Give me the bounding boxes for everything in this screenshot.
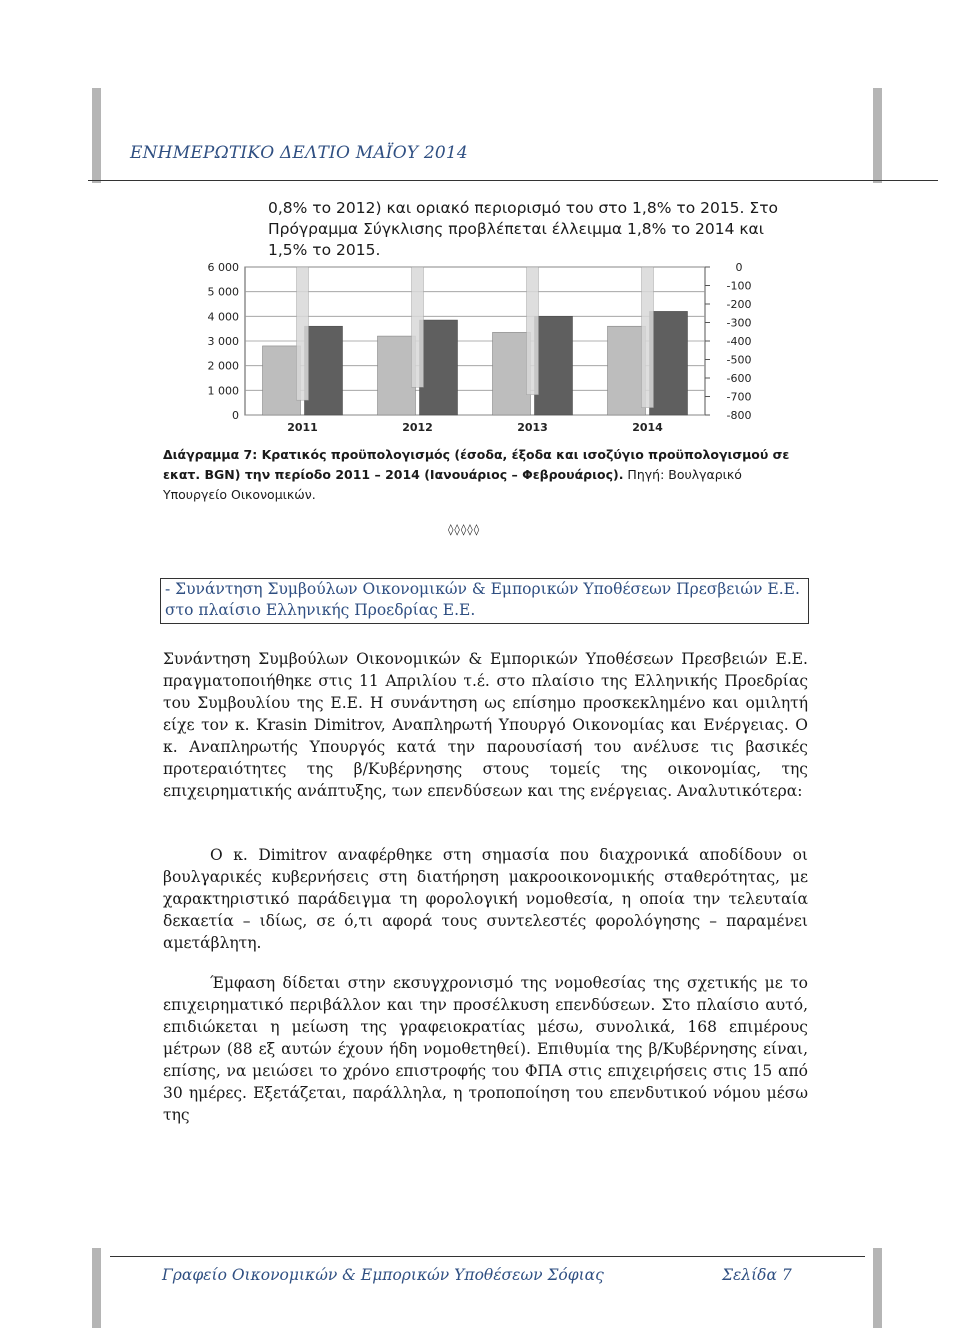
bar-expenditure (650, 311, 688, 415)
chart-caption (163, 445, 803, 505)
intro-paragraph: 0,8% το 2012) και οριακό περιορισμό του στο 1,8% το 2015. Στο Πρόγραμμα Σύγκλισης προβλέπεται έλλειμμα 1,8% το 2014 και 1,5% το 2015. (268, 199, 779, 259)
y-right-tick-label: -700 (726, 390, 752, 404)
bar-balance (297, 267, 309, 400)
y-left-tick-label: 4 000 (207, 310, 239, 324)
bar-expenditure (420, 320, 458, 415)
y-right-tick-label: 0 (735, 261, 743, 274)
scan-bar-left-top (92, 88, 101, 183)
y-right-tick-label: -500 (726, 353, 752, 367)
x-tick-label: 2011 (287, 421, 318, 434)
x-tick-label: 2014 (632, 421, 663, 434)
bar-expenditure (535, 316, 573, 415)
y-left-tick-label: 5 000 (207, 285, 239, 299)
bar-revenue (263, 346, 301, 415)
paragraph-text: Συνάντηση Συμβούλων Οικονομικών & Εμπορικών Υποθέσεων Πρεσβειών Ε.Ε. πραγματοποιήθηκε στις 11 Απριλίου τ.έ. στο πλαίσιο της Ελληνικής Προεδρίας του Συμβουλίου της Ε.Ε. Η συνάντηση ως επίσημο προσκεκλημένο και ομιλητή είχε τον κ. Krasin Dimitrov, Αναπληρωτή Υπουργό Οικονομίας και Ενέργειας. Ο κ. Αναπληρωτής Υπουργός κατά την παρουσίασή του ανέλυσε τις βασικές προτεραιότητες της β/Κυβέρνησης στους τομείς της οικονομίας, της επιχειρηματικής ανάπτυξης, των επενδύσεων και της ενέργειας. Αναλυτικότερα: (163, 650, 808, 800)
footer-divider (110, 1256, 865, 1257)
bar-revenue (378, 336, 416, 415)
paragraph-2 (163, 844, 808, 954)
section-separator: ◊◊◊◊◊ (448, 523, 481, 536)
bar-revenue (493, 332, 531, 415)
y-right-tick-label: -100 (726, 279, 752, 293)
paragraph-text: Ο κ. Dimitrov αναφέρθηκε στη σημασία που διαχρονικά αποδίδουν οι βουλγαρικές κυβερνήσεις στη διατήρηση μακροοικονομικής σταθερότητας, με χαρακτηριστικό παράδειγμα τη φορολογική νομοθεσία, η οποία την τελευταία δεκαετία – ιδίως, σε ό,τι αφορά τους συντελεστές φορολόγησης – παραμένει αμετάβλητη. (163, 846, 808, 952)
bar-revenue (608, 326, 646, 415)
y-right-tick-label: -400 (726, 335, 752, 348)
x-tick-label: 2012 (402, 421, 433, 434)
footer-page-number: Σελίδα 7 (722, 1266, 792, 1284)
scan-bar-right-bottom (873, 1248, 882, 1328)
y-right-tick-label: -800 (726, 409, 752, 422)
caption-bold: Διάγραμμα 7: Κρατικός προϋπολογισμός (έσοδα, έξοδα και ισοζύγιο προϋπολογισμού σε εκατ. BGN) την περίοδο 2011 – 2014 (Ιανουάριος – Φεβρουάριος). (163, 447, 790, 482)
bar-balance (412, 267, 424, 387)
caption-source: Πηγή: Βουλγαρικό Υπουργείο Οικονομικών. (163, 467, 742, 502)
bar-expenditure (305, 326, 343, 415)
y-left-tick-label: 2 000 (207, 359, 239, 373)
y-right-tick-label: -600 (726, 372, 752, 385)
y-left-tick-label: 6 000 (207, 261, 239, 274)
y-left-tick-label: 0 (232, 409, 239, 422)
x-tick-label: 2013 (517, 421, 548, 434)
y-right-tick-label: -200 (726, 298, 752, 311)
y-left-tick-label: 1 000 (207, 384, 239, 398)
scan-bar-left-bottom (92, 1248, 101, 1328)
bar-balance (642, 267, 654, 408)
y-right-tick-label: -300 (726, 316, 752, 330)
header-divider (88, 180, 938, 181)
paragraph-1 (163, 648, 808, 802)
intro-text (268, 198, 793, 261)
bar-balance (527, 267, 539, 395)
y-left-tick-label: 3 000 (207, 335, 239, 348)
scan-bar-right-top (873, 88, 882, 183)
footer-office: Γραφείο Οικονομικών & Εμπορικών Υποθέσεων Σόφιας (162, 1266, 604, 1284)
header-title: ΕΝΗΜΕΡΩΤΙΚΟ ΔΕΛΤΙΟ ΜΑΪΟΥ 2014 (130, 143, 468, 163)
section-title: - Συνάντηση Συμβούλων Οικονομικών & Εμπορικών Υποθέσεων Πρεσβειών Ε.Ε. στο πλαίσιο Ελληνικής Προεδρίας Ε.Ε. (165, 580, 800, 619)
paragraph-3 (163, 972, 808, 1126)
budget-chart (160, 255, 800, 440)
paragraph-text: Έμφαση δίδεται στην εκσυγχρονισμό της νομοθεσίας της σχετικής με το επιχειρηματικό περιβάλλον και την προσέλκυση επενδύσεων. Στο πλαίσιο αυτό, επιδιώκεται η μείωση της γραφειοκρατίας μέσω, συνολικά, 168 επιμέρους μέτρων (88 εξ αυτών έχουν ήδη νομοθετηθεί). Επιθυμία της β/Κυβέρνησης είναι, επίσης, να μειώσει το χρόνο επιστροφής του ΦΠΑ στις επιχειρήσεις στις 15 από 30 ημέρες. Εξετάζεται, παράλληλα, η τροποποίηση του επενδυτικού νόμου μέσω της (163, 974, 808, 1124)
